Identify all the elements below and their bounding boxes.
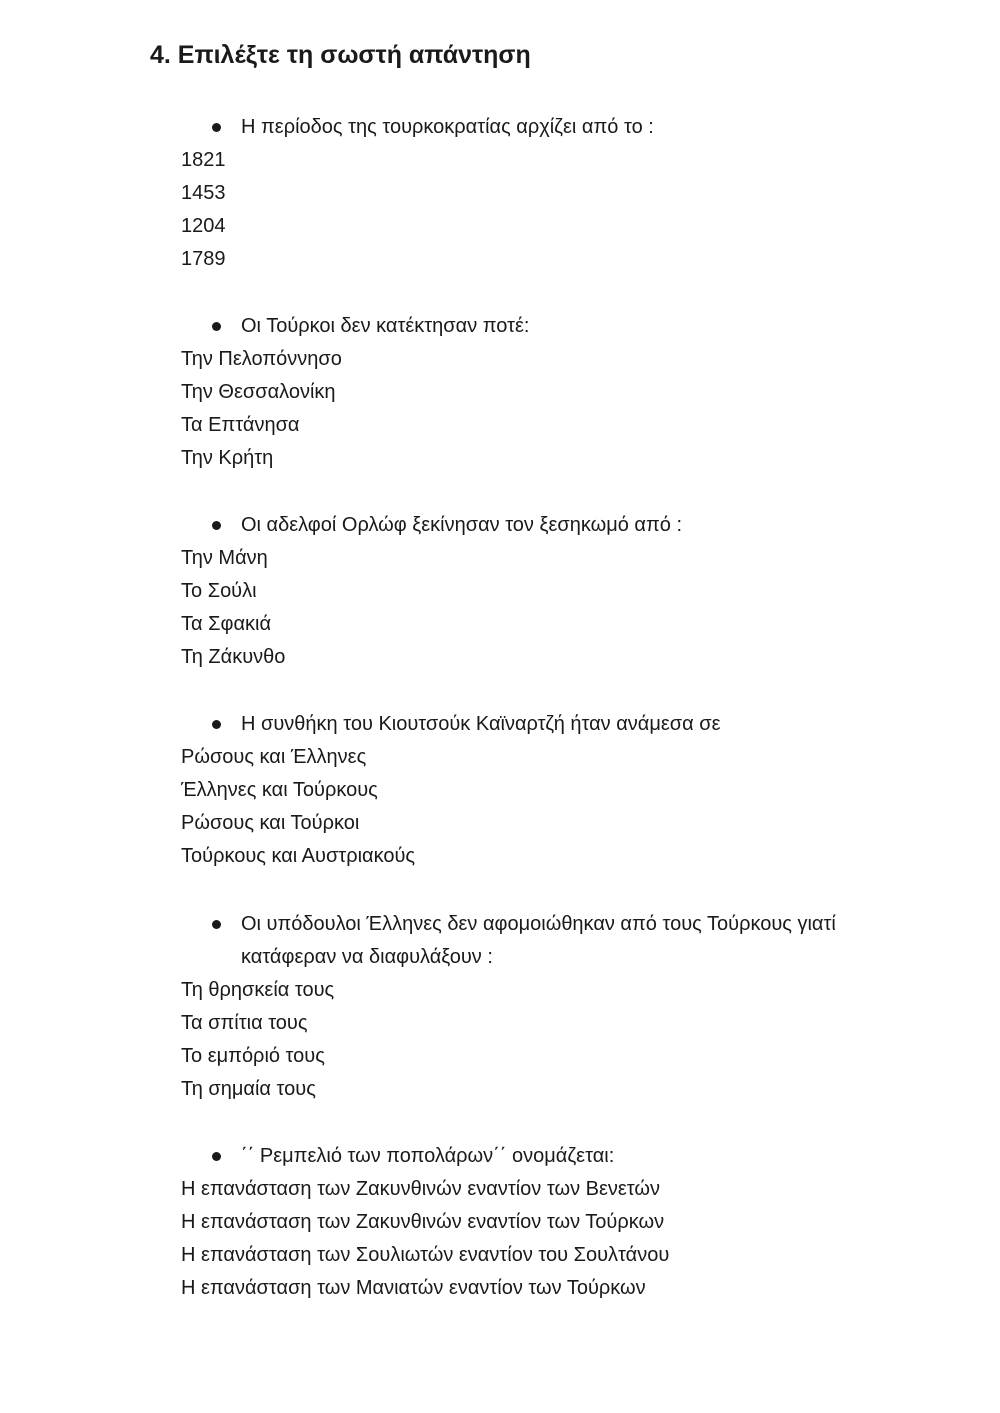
question-text bbox=[0, 509, 921, 542]
option-list bbox=[0, 1173, 1000, 1305]
answer-option[interactable]: Ρώσους και Έλληνες bbox=[181, 746, 367, 768]
question-4 bbox=[0, 708, 1000, 873]
answer-option[interactable]: Η επανάσταση των Μανιατών εναντίον των Τούρκων bbox=[181, 1277, 646, 1299]
answer-option[interactable]: 1453 bbox=[181, 182, 226, 204]
answer-option[interactable]: 1789 bbox=[181, 248, 226, 270]
answer-option[interactable]: Τη σημαία τους bbox=[181, 1078, 316, 1100]
answer-option[interactable]: Τη Ζάκυνθο bbox=[181, 646, 286, 668]
question-label: Οι Τούρκοι δεν κατέκτησαν ποτέ: bbox=[241, 315, 530, 337]
answer-option[interactable]: Την Πελοπόννησο bbox=[181, 348, 342, 370]
option-list bbox=[0, 343, 1000, 475]
question-label: Οι αδελφοί Ορλώφ ξεκίνησαν τον ξεσηκωμό από : bbox=[241, 514, 682, 536]
answer-option[interactable]: Το Σούλι bbox=[181, 580, 257, 602]
question-text bbox=[0, 708, 921, 741]
question-2 bbox=[0, 310, 1000, 475]
option-list bbox=[0, 741, 1000, 873]
bullet-icon bbox=[212, 1152, 221, 1161]
answer-option[interactable]: Τα Σφακιά bbox=[181, 613, 272, 635]
question-label: Η περίοδος της τουρκοκρατίας αρχίζει από το : bbox=[241, 116, 654, 138]
answer-option[interactable]: Έλληνες και Τούρκους bbox=[181, 779, 378, 801]
question-5 bbox=[0, 908, 1000, 1106]
question-3 bbox=[0, 509, 1000, 674]
question-text bbox=[0, 310, 921, 343]
question-label: Η συνθήκη του Κιουτσούκ Καϊναρτζή ήταν ανάμεσα σε bbox=[241, 713, 721, 735]
bullet-icon bbox=[212, 521, 221, 530]
option-list bbox=[0, 974, 1000, 1106]
question-text bbox=[0, 111, 921, 144]
answer-option[interactable]: Η επανάσταση των Σουλιωτών εναντίον του Σουλτάνου bbox=[181, 1244, 670, 1266]
page-title: 4. Επιλέξτε τη σωστή απάντηση bbox=[150, 41, 531, 69]
answer-option[interactable]: Την Κρήτη bbox=[181, 447, 274, 469]
bullet-icon bbox=[212, 920, 221, 929]
question-text bbox=[0, 908, 921, 974]
question-6 bbox=[0, 1140, 1000, 1305]
answer-option[interactable]: Τη θρησκεία τους bbox=[181, 979, 335, 1001]
option-list bbox=[0, 144, 1000, 276]
question-text bbox=[0, 1140, 921, 1173]
bullet-icon bbox=[212, 322, 221, 331]
answer-option[interactable]: Το εμπόριό τους bbox=[181, 1045, 325, 1067]
option-list bbox=[0, 542, 1000, 674]
answer-option[interactable]: 1821 bbox=[181, 149, 226, 171]
bullet-icon bbox=[212, 720, 221, 729]
answer-option[interactable]: Η επανάσταση των Ζακυνθινών εναντίον των Τούρκων bbox=[181, 1211, 665, 1233]
answer-option[interactable]: Ρώσους και Τούρκοι bbox=[181, 812, 360, 834]
answer-option[interactable]: Την Θεσσαλονίκη bbox=[181, 381, 336, 403]
answer-option[interactable]: Την Μάνη bbox=[181, 547, 268, 569]
bullet-icon bbox=[212, 123, 221, 132]
answer-option[interactable]: Τα σπίτια τους bbox=[181, 1012, 308, 1034]
answer-option[interactable]: Η επανάσταση των Ζακυνθινών εναντίον των Βενετών bbox=[181, 1178, 661, 1200]
answer-option[interactable]: Τα Επτάνησα bbox=[181, 414, 300, 436]
question-label: Οι υπόδουλοι Έλληνες δεν αφομοιώθηκαν από τους Τούρκους γιατί κατάφεραν να διαφυλάξουν : bbox=[241, 913, 836, 968]
answer-option[interactable]: 1204 bbox=[181, 215, 226, 237]
question-label: ΄΄ Ρεμπελιό των ποπολάρων΄΄ ονομάζεται: bbox=[241, 1145, 615, 1167]
answer-option[interactable]: Τούρκους και Αυστριακούς bbox=[181, 845, 416, 867]
question-1 bbox=[0, 111, 1000, 276]
